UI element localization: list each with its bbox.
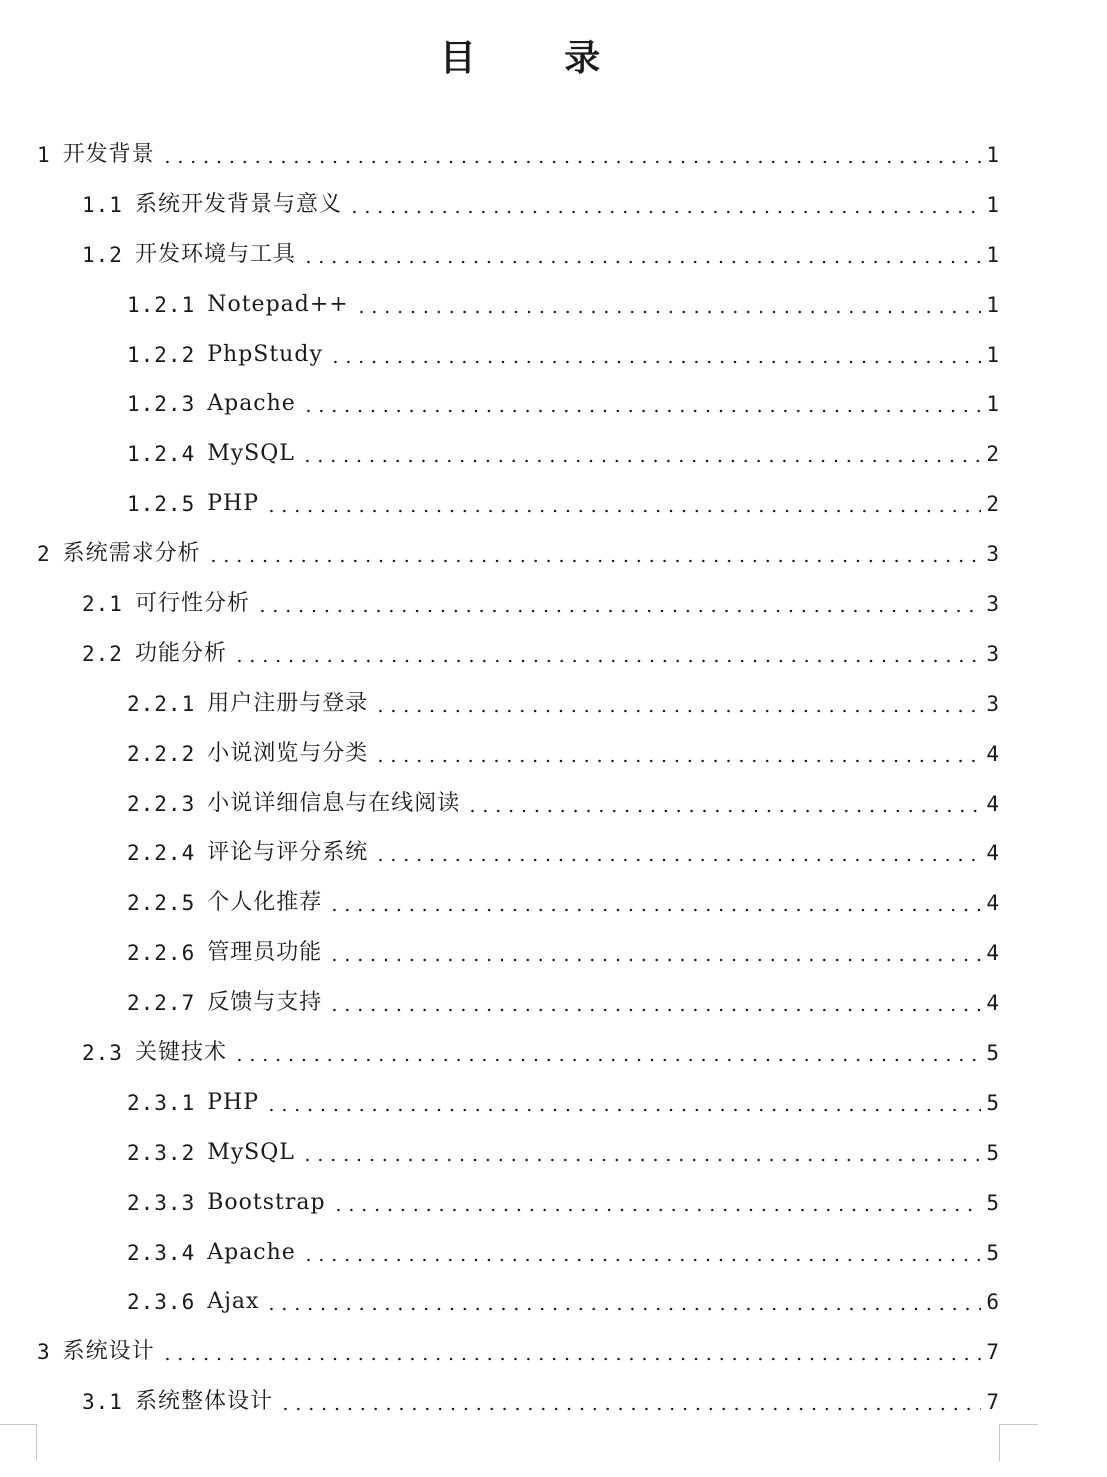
toc-dot-leader	[161, 140, 981, 170]
toc-page-number: 1	[986, 342, 999, 367]
toc-entry-number: 2.1	[82, 591, 123, 616]
toc-page-number: 4	[986, 941, 999, 966]
toc-entry-title: 个人化推荐	[207, 890, 323, 916]
toc-entry[interactable]	[0, 1178, 1107, 1228]
toc-entry-title: 用户注册与登录	[207, 690, 369, 716]
toc-dot-leader	[332, 1188, 981, 1218]
toc-entry-title: Bootstrap	[207, 1189, 326, 1215]
toc-dot-leader	[374, 689, 981, 719]
toc-dot-leader	[466, 789, 981, 819]
toc-dot-leader	[301, 1138, 981, 1168]
toc-dot-leader	[161, 1337, 981, 1367]
toc-entry[interactable]	[0, 1228, 1107, 1278]
toc-entry[interactable]	[0, 579, 1107, 629]
toc-dot-leader	[355, 290, 981, 320]
toc-dot-leader	[256, 589, 981, 619]
toc-page-number: 5	[986, 1090, 999, 1115]
toc-entry-title: 系统开发背景与意义	[134, 191, 342, 217]
toc-entry-number: 1.1	[82, 192, 123, 217]
page-corner-mark-bottom-right	[999, 1424, 1038, 1461]
toc-entry[interactable]	[0, 479, 1107, 529]
toc-entry-title: 小说详细信息与在线阅读	[207, 790, 461, 816]
toc-dot-leader	[207, 539, 981, 569]
toc-entry-number: 2.3.4	[127, 1240, 196, 1265]
toc-entry-title: 小说浏览与分类	[207, 740, 369, 766]
toc-page-number: 1	[986, 142, 999, 167]
toc-entry-number: 1.2.5	[127, 492, 196, 517]
toc-entry-title: MySQL	[207, 441, 295, 467]
toc-dot-leader	[301, 439, 981, 469]
toc-page-number: 2	[986, 492, 999, 517]
toc-dot-leader	[348, 190, 981, 220]
toc-entry[interactable]	[0, 729, 1107, 779]
toc-entry-number: 2.2.5	[127, 891, 196, 916]
toc-entry[interactable]	[0, 779, 1107, 829]
toc-entry-title: PhpStudy	[207, 341, 323, 367]
toc-entry-number: 2.2.1	[127, 691, 196, 716]
toc-page-number: 1	[986, 242, 999, 267]
toc-dot-leader	[302, 1238, 981, 1268]
toc-entry-title: 反馈与支持	[207, 990, 323, 1016]
toc-entry[interactable]	[0, 629, 1107, 679]
toc-entry[interactable]	[0, 330, 1107, 380]
toc-entry[interactable]	[0, 280, 1107, 330]
toc-entry-number: 1	[37, 142, 51, 167]
toc-dot-leader	[328, 988, 981, 1018]
toc-entry-number: 2.2.4	[127, 841, 196, 866]
toc-dot-leader	[233, 639, 981, 669]
toc-page-number: 4	[986, 841, 999, 866]
toc-entry-title: 评论与评分系统	[207, 840, 369, 866]
toc-entry-number: 2.2	[82, 641, 123, 666]
toc-dot-leader	[302, 389, 981, 419]
toc-entry-title: 系统设计	[62, 1339, 155, 1365]
toc-entry-title: 开发背景	[62, 141, 155, 167]
toc-entry[interactable]	[0, 1028, 1107, 1078]
toc-dot-leader	[265, 1287, 981, 1317]
toc-entry[interactable]	[0, 379, 1107, 429]
toc-entry[interactable]	[0, 1277, 1107, 1327]
toc-page-number: 5	[986, 1240, 999, 1265]
toc-entry-number: 3.1	[82, 1390, 123, 1415]
toc-entry-title: Ajax	[207, 1289, 260, 1315]
toc-page-number: 1	[986, 292, 999, 317]
toc-entry-number: 2	[37, 542, 51, 567]
toc-entry-number: 2.3.6	[127, 1290, 196, 1315]
toc-dot-leader	[328, 938, 981, 968]
toc-entry[interactable]	[0, 878, 1107, 928]
toc-entry-title: 系统需求分析	[62, 541, 201, 567]
toc-dot-leader	[374, 739, 981, 769]
toc-entry-number: 2.3	[82, 1040, 123, 1065]
toc-page-number: 7	[986, 1390, 999, 1415]
toc-entry-number: 2.3.1	[127, 1090, 196, 1115]
toc-page-number: 3	[986, 691, 999, 716]
toc-entry-number: 3	[37, 1340, 51, 1365]
toc-page-number: 3	[986, 542, 999, 567]
toc-entry[interactable]	[0, 1377, 1107, 1427]
toc-entry[interactable]	[0, 429, 1107, 479]
toc-dot-leader	[265, 1088, 981, 1118]
toc-page-number: 6	[986, 1290, 999, 1315]
toc-page-number: 5	[986, 1040, 999, 1065]
toc-entry-number: 2.2.6	[127, 941, 196, 966]
toc-entry-number: 1.2.3	[127, 392, 196, 417]
toc-dot-leader	[279, 1387, 981, 1417]
toc-dot-leader	[329, 340, 981, 370]
toc-entry[interactable]	[0, 978, 1107, 1028]
toc-entry[interactable]	[0, 679, 1107, 729]
toc-entry[interactable]	[0, 180, 1107, 230]
toc-entry-number: 1.2.4	[127, 442, 196, 467]
toc-entry-title: PHP	[207, 1089, 260, 1115]
toc-entry-number: 1.2.2	[127, 342, 196, 367]
toc-page-number: 5	[986, 1140, 999, 1165]
toc-entry[interactable]	[0, 130, 1107, 180]
toc-entry-title: Notepad++	[207, 291, 349, 317]
toc-page-number: 1	[986, 392, 999, 417]
toc-entry[interactable]	[0, 1078, 1107, 1128]
toc-page-number: 4	[986, 891, 999, 916]
toc-page-number: 4	[986, 741, 999, 766]
toc-page-number: 4	[986, 991, 999, 1016]
toc-entry-number: 1.2	[82, 242, 123, 267]
toc-entry-title: 功能分析	[134, 640, 227, 666]
toc-entry[interactable]	[0, 828, 1107, 878]
toc-page-number: 3	[986, 641, 999, 666]
toc-entry-number: 2.2.2	[127, 741, 196, 766]
toc-page-number: 5	[986, 1190, 999, 1215]
toc-page-number: 3	[986, 591, 999, 616]
toc-entry-title: PHP	[207, 491, 260, 517]
toc-dot-leader	[233, 1038, 981, 1068]
toc-page-number: 7	[986, 1340, 999, 1365]
toc-entry-number: 2.3.2	[127, 1140, 196, 1165]
toc-page-number: 2	[986, 442, 999, 467]
toc-page-number: 1	[986, 192, 999, 217]
toc-entry[interactable]	[0, 928, 1107, 978]
toc-entry-title: 系统整体设计	[134, 1389, 273, 1415]
toc-dot-leader	[374, 838, 981, 868]
toc-entry-number: 2.3.3	[127, 1190, 196, 1215]
toc-list	[0, 130, 1107, 1427]
toc-entry-number: 1.2.1	[127, 292, 196, 317]
toc-entry-number: 2.2.7	[127, 991, 196, 1016]
toc-entry-title: Apache	[207, 391, 296, 417]
toc-dot-leader	[265, 489, 981, 519]
toc-entry-title: 关键技术	[134, 1039, 227, 1065]
page-corner-mark-bottom-left	[0, 1424, 37, 1461]
toc-entry-title: 开发环境与工具	[134, 241, 296, 267]
toc-entry-title: 管理员功能	[207, 940, 323, 966]
toc-entry-title: Apache	[207, 1239, 296, 1265]
toc-entry[interactable]	[0, 1327, 1107, 1377]
toc-entry-title: MySQL	[207, 1139, 295, 1165]
toc-page-number: 4	[986, 791, 999, 816]
toc-dot-leader	[328, 888, 981, 918]
toc-title: 目 录	[439, 37, 639, 79]
toc-entry[interactable]	[0, 1128, 1107, 1178]
toc-entry[interactable]	[0, 230, 1107, 280]
toc-dot-leader	[302, 240, 981, 270]
toc-entry[interactable]	[0, 529, 1107, 579]
toc-entry-number: 2.2.3	[127, 791, 196, 816]
toc-entry-title: 可行性分析	[134, 590, 250, 616]
